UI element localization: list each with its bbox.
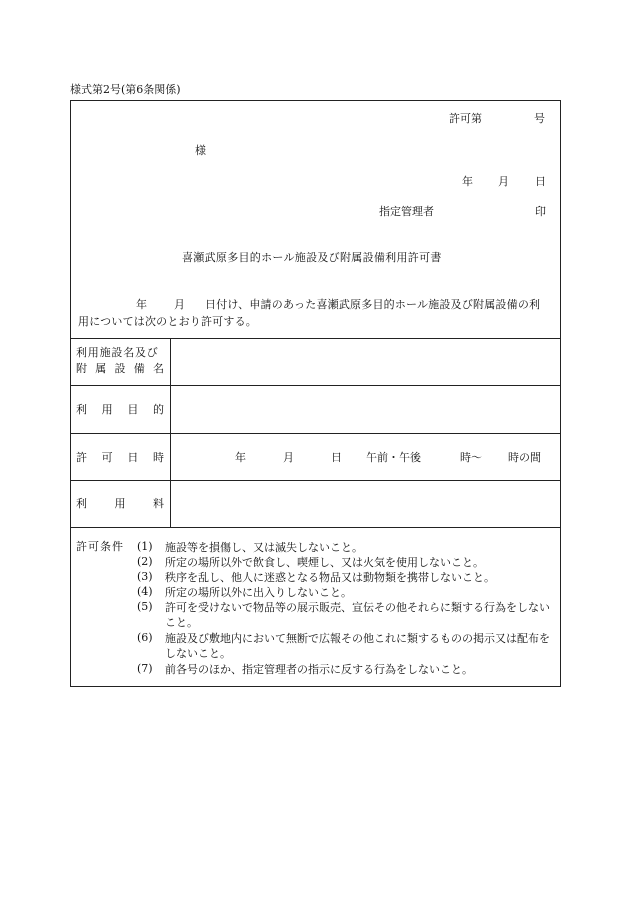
row-divider bbox=[70, 527, 561, 528]
condition-number: (1) bbox=[137, 540, 153, 553]
datetime-label bbox=[76, 451, 164, 465]
addressee-suffix: 様 bbox=[195, 144, 206, 157]
body-year: 年 bbox=[136, 298, 147, 311]
row-divider bbox=[70, 480, 561, 481]
label-char: 附 bbox=[76, 362, 87, 375]
condition-text: 施設及び敷地内において無断で広報その他これに類するものの掲示又は配布をしないこと。 bbox=[165, 632, 550, 660]
issue-day: 日 bbox=[535, 175, 546, 188]
condition-text: 施設等を損傷し、又は滅失しないこと。 bbox=[165, 541, 363, 554]
datetime-from: 時～ bbox=[460, 451, 482, 464]
condition-number: (2) bbox=[137, 555, 153, 568]
row-divider bbox=[70, 385, 561, 386]
issue-month: 月 bbox=[498, 175, 509, 188]
facility-label-line1: 利用施設名及び bbox=[76, 346, 159, 359]
fee-label bbox=[76, 497, 164, 511]
datetime-month: 月 bbox=[283, 451, 294, 464]
purpose-label bbox=[76, 403, 164, 417]
condition-text: 許可を受けないで物品等の展示販売、宣伝その他それらに類する行為をしないこと。 bbox=[165, 601, 550, 629]
condition-text: 秩序を乱し、他人に迷惑となる物品又は動物類を携帯しないこと。 bbox=[165, 571, 495, 584]
label-char: 的 bbox=[152, 403, 164, 416]
label-char: 可 bbox=[101, 451, 113, 464]
label-char: 用 bbox=[114, 497, 126, 510]
permit-number-suffix: 号 bbox=[534, 112, 545, 125]
facility-label-line2 bbox=[76, 362, 164, 376]
label-char: 許 bbox=[76, 451, 87, 464]
label-char: 料 bbox=[153, 497, 164, 510]
row-divider bbox=[70, 338, 561, 339]
body-text-line2: 用については次のとおり許可する。 bbox=[78, 315, 257, 328]
condition-text: 所定の場所以外に出入りしないこと。 bbox=[165, 586, 352, 599]
seal-mark: 印 bbox=[535, 205, 546, 218]
label-char: 目 bbox=[127, 403, 139, 416]
datetime-year: 年 bbox=[235, 451, 246, 464]
document-title: 喜瀬武原多目的ホール施設及び附属設備利用許可書 bbox=[182, 251, 442, 264]
datetime-day: 日 bbox=[331, 451, 342, 464]
label-char: 設 bbox=[114, 362, 126, 375]
datetime-ampm: 午前・午後 bbox=[366, 451, 421, 464]
form-label: 様式第2号(第6条関係) bbox=[70, 83, 181, 96]
row-divider bbox=[70, 433, 561, 434]
conditions-label: 許可条件 bbox=[76, 540, 124, 553]
datetime-to: 時の間 bbox=[508, 451, 541, 464]
condition-number: (6) bbox=[137, 631, 153, 644]
issue-year: 年 bbox=[462, 175, 473, 188]
condition-number: (3) bbox=[137, 570, 153, 583]
body-text-line1: 日付け、申請のあった喜瀬武原多目的ホール施設及び附属設備の利 bbox=[205, 298, 541, 311]
label-char: 利 bbox=[76, 403, 87, 416]
label-char: 備 bbox=[133, 362, 145, 375]
label-char: 利 bbox=[76, 497, 87, 510]
body-month: 月 bbox=[174, 298, 185, 311]
manager-label: 指定管理者 bbox=[379, 205, 434, 218]
condition-number: (7) bbox=[137, 662, 153, 675]
label-char: 名 bbox=[153, 362, 164, 375]
condition-text: 前各号のほか、指定管理者の指示に反する行為をしないこと。 bbox=[165, 663, 473, 676]
condition-number: (4) bbox=[137, 585, 153, 598]
permit-number-prefix: 許可第 bbox=[449, 112, 482, 125]
label-char: 日 bbox=[127, 451, 139, 464]
condition-number: (5) bbox=[137, 600, 153, 613]
label-char: 属 bbox=[95, 362, 107, 375]
column-divider bbox=[170, 338, 171, 527]
condition-text: 所定の場所以外で飲食し、喫煙し、又は火気を使用しないこと。 bbox=[165, 556, 484, 569]
label-char: 時 bbox=[152, 451, 164, 464]
label-char: 用 bbox=[101, 403, 113, 416]
